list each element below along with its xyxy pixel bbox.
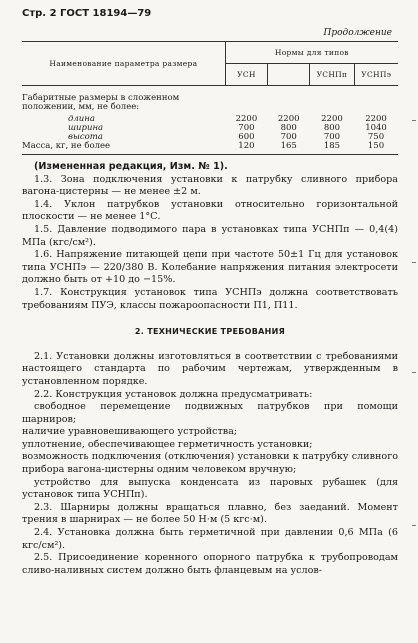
param-header: Наименование параметра размера <box>22 42 225 86</box>
type-usnpp: УСНПп <box>310 64 354 86</box>
page-header: Стр. 2 ГОСТ 18194—79 <box>22 8 152 19</box>
paragraph-2-2-item: свободное перемещение подвижных патрубков при помощи шарниров; <box>22 401 398 425</box>
document-page <box>22 8 398 577</box>
cell: 800 <box>323 123 341 133</box>
norms-header: Нормы для типов <box>225 42 398 64</box>
specs-table <box>22 41 398 155</box>
paragraph-1-7: 1.7. Конструкция установок типа УСНПэ должна соответствовать требованиям ПУЭ, классы пожароопасности П1, П11. <box>22 286 398 311</box>
type-blank <box>268 64 310 86</box>
paragraph-2-2-item: уплотнение, обеспечивающее герметичность установки; <box>22 438 313 450</box>
paragraph-1-4: 1.4. Уклон патрубков установки относительно горизонтальной плоскости — не менее 1°С. <box>22 198 398 223</box>
cell: 2200 <box>321 114 343 124</box>
group-title: Габаритные размеры в сложенном <box>22 93 180 103</box>
type-usnpe: УСНПэ <box>354 64 398 86</box>
table-row <box>22 103 398 112</box>
paragraph-2-2: 2.2. Конструкция установок должна предусматривать: <box>34 388 313 400</box>
type-usn: УСН <box>225 64 267 86</box>
cell: 2200 <box>365 114 387 124</box>
continuation-label: Продолжение <box>323 28 392 38</box>
cell: 600 <box>238 132 255 142</box>
margin-mark <box>412 525 416 526</box>
paragraph-1-5: 1.5. Давление подводимого пара в установках типа УСНПп — 0,4(4) МПа (кгс/см²). <box>22 223 398 248</box>
cell: 2200 <box>235 114 258 124</box>
paragraph-2-5: 2.5. Присоединение коренного опорного патрубка к трубопроводам сливо-наливных систем должно быть фланцевым на услов- <box>22 552 398 576</box>
margin-mark <box>412 120 416 121</box>
amendment-note: (Измененная редакция, Изм. № 1). <box>34 161 228 172</box>
cell: 2200 <box>277 114 300 124</box>
cell: 700 <box>280 132 297 142</box>
cell: 1040 <box>365 123 387 133</box>
section-heading: 2. ТЕХНИЧЕСКИЕ ТРЕБОВАНИЯ <box>134 327 286 337</box>
paragraph-1-3: 1.3. Зона подключения установки к патрубку сливного прибора вагона-цистерны — не менее ±2 м. <box>22 173 398 198</box>
row-label: высота <box>68 132 103 142</box>
margin-mark <box>412 262 416 263</box>
paragraph-2-2-item: устройство для выпуска конденсата из паровых рубашек (для установок типа УСНПп). <box>22 476 398 501</box>
cell: 750 <box>367 132 385 142</box>
paragraph-1-6: 1.6. Напряжение питающей цепи при частоте 50±1 Гц для установок типа УСНПэ — 220/380 В. Колебание напряжения питания электросети должно быть от +10 до −15%. <box>22 249 398 286</box>
table-row <box>22 86 398 104</box>
cell: 150 <box>354 142 398 155</box>
group-title-2: положении, мм, не более: <box>22 102 140 112</box>
paragraph-2-1: 2.1. Установки должны изготовляться в соответствии с требованиями настоящего стандарта по рабочим чертежам, утвержденным в установленном порядке. <box>22 350 398 387</box>
document-body <box>22 161 398 577</box>
row-label: ширина <box>68 123 104 133</box>
cell: 700 <box>238 123 255 133</box>
table-header-row <box>22 42 398 64</box>
paragraph-2-4: 2.4. Установка должна быть герметичной при давлении 0,6 МПа (6 кгс/см²). <box>22 527 398 551</box>
row-label: Масса, кг, не более <box>22 142 225 155</box>
row-label: длина <box>68 114 95 124</box>
paragraph-2-2-item: возможность подключения (отключения) установки к патрубку сливного прибора вагона-цистерны одним человеком вручную; <box>22 451 398 476</box>
cell: 165 <box>268 142 310 155</box>
margin-mark <box>412 372 416 373</box>
table-row <box>22 142 398 155</box>
paragraph-2-2-item: наличие уравновешивающего устройства; <box>22 426 238 438</box>
cell: 800 <box>280 123 297 133</box>
paragraph-2-3: 2.3. Шарниры должны вращаться плавно, без заеданий. Момент трения в шарнирах — не более 50 Н·м (5 кгс·м). <box>22 501 398 526</box>
cell: 700 <box>323 132 341 142</box>
cell: 120 <box>225 142 267 155</box>
cell: 185 <box>310 142 354 155</box>
